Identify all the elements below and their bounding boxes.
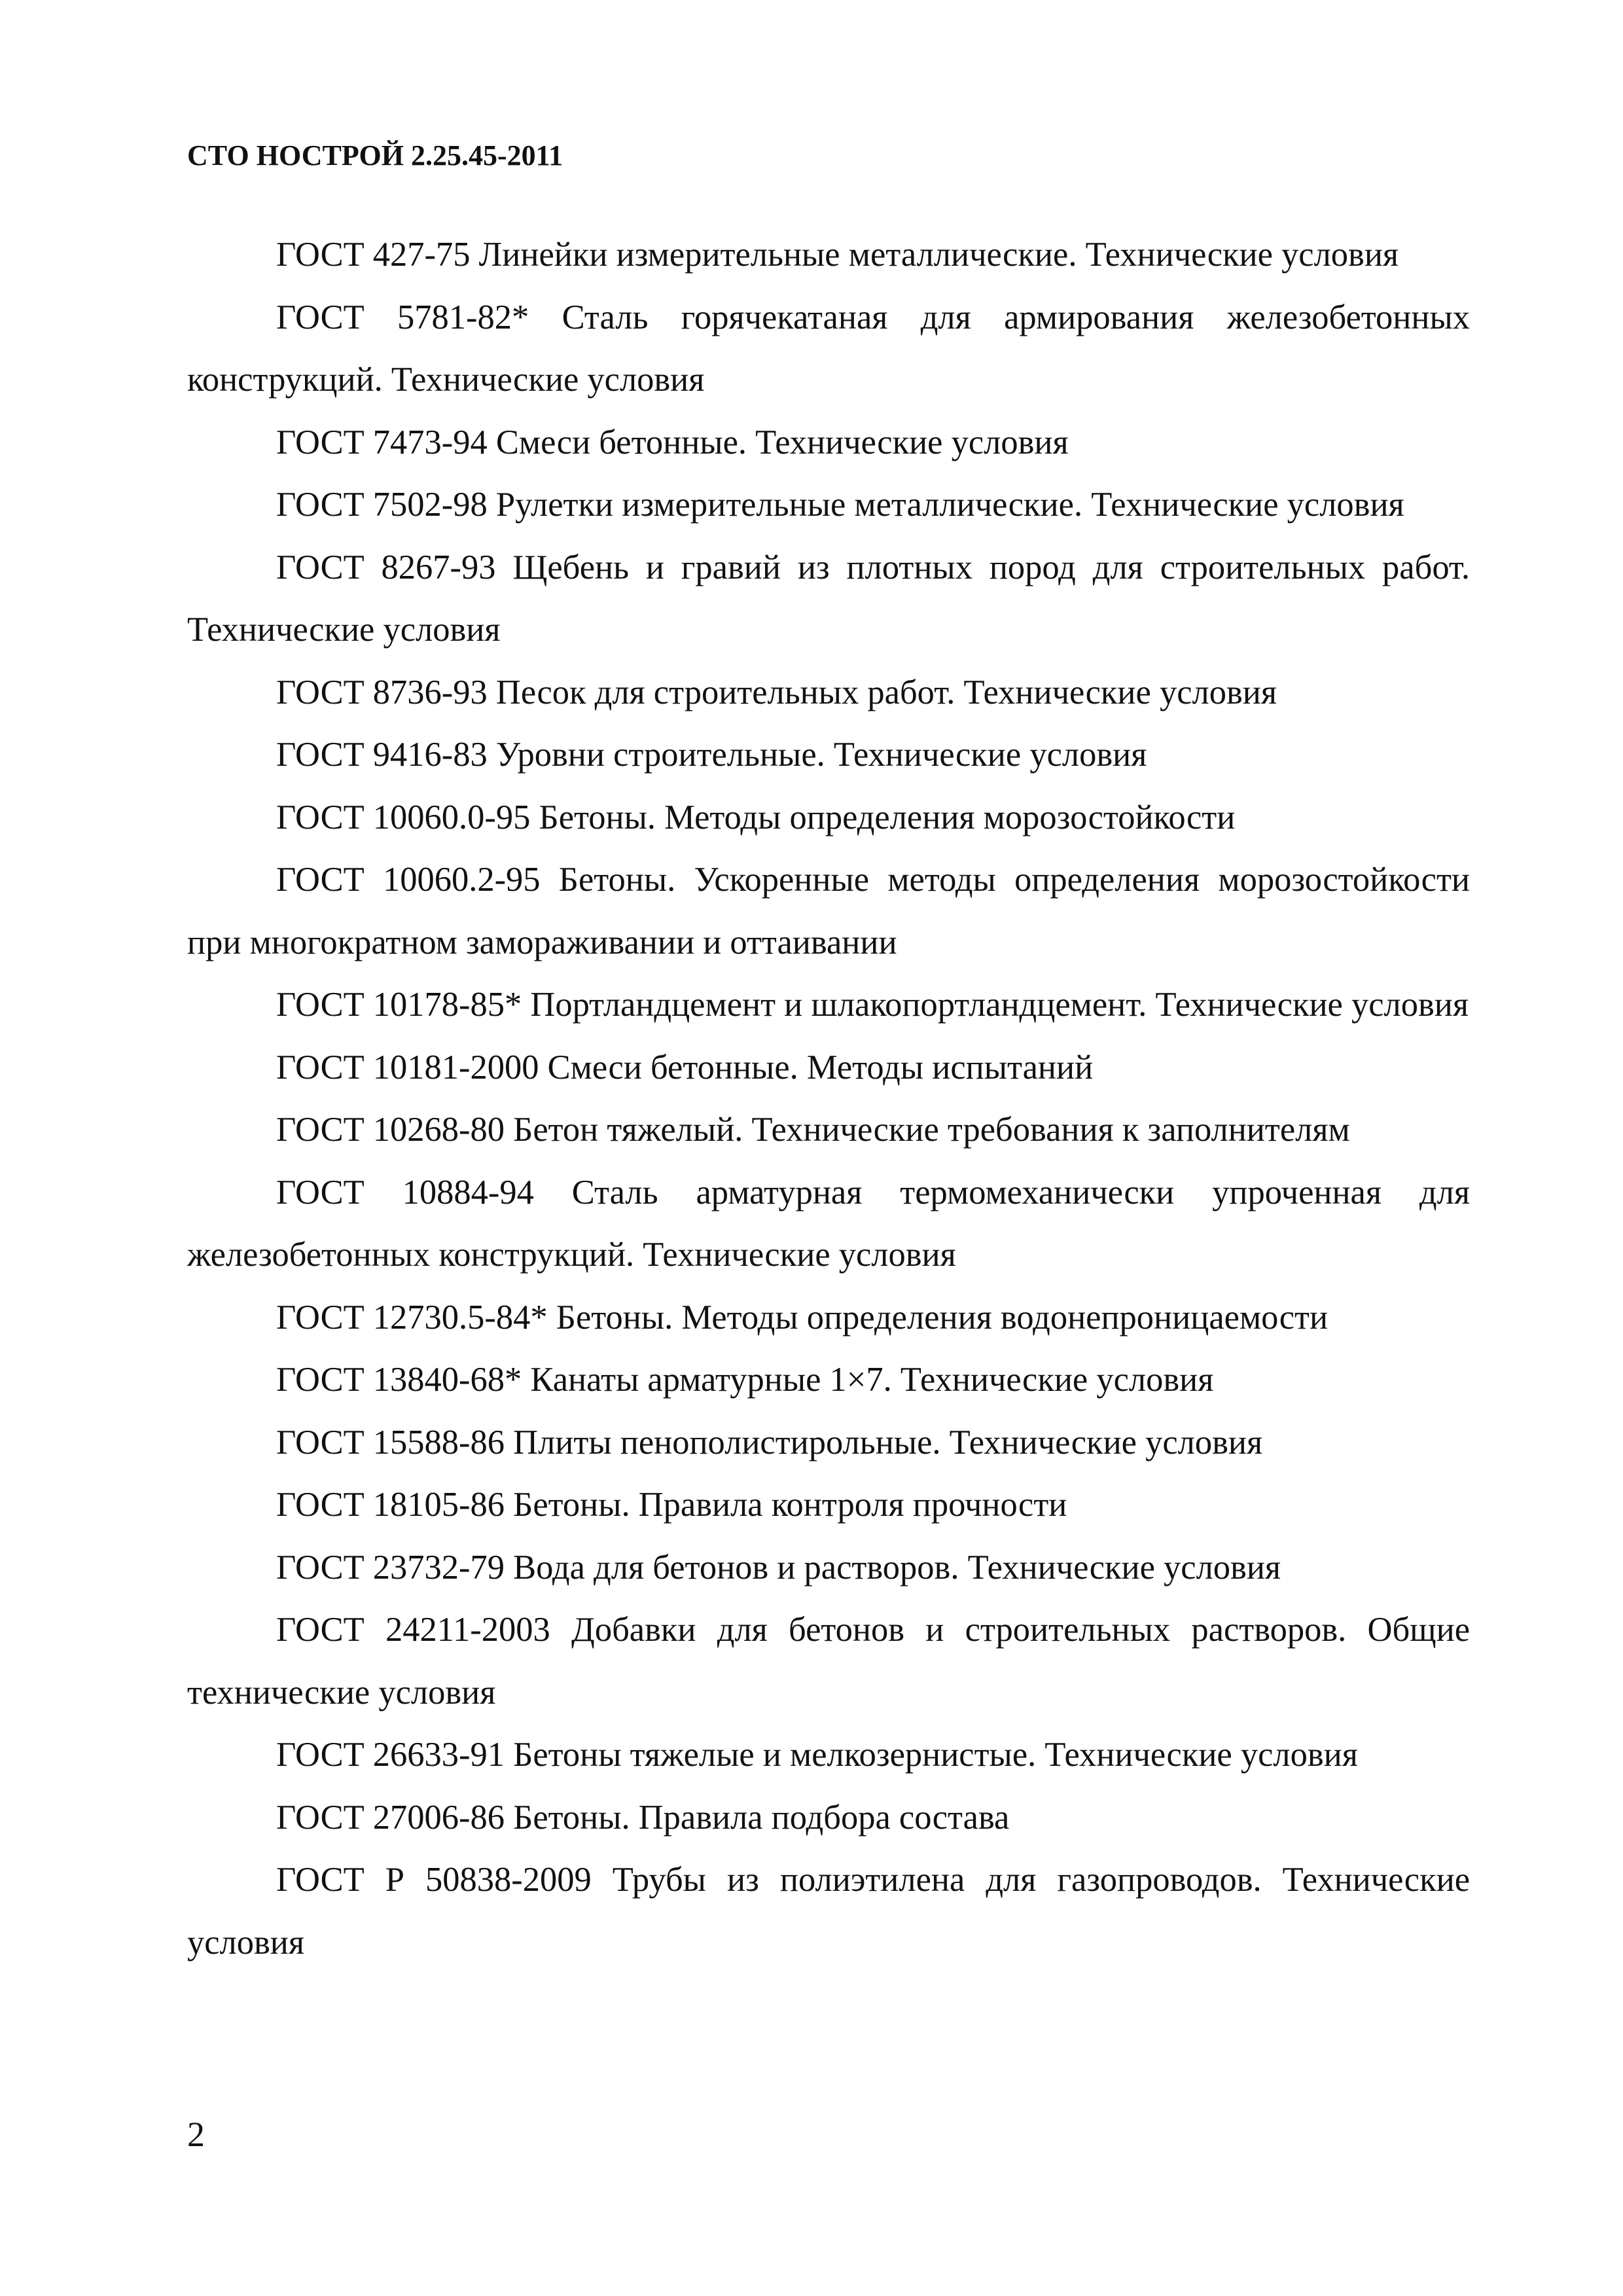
reference-item: ГОСТ 10268-80 Бетон тяжелый. Технические требования к заполнителям — [276, 1111, 1350, 1149]
reference-item: ГОСТ 5781-82* Сталь горячекатаная для армирования железобетонных конструкций. Технические условия — [187, 298, 1470, 399]
reference-item: ГОСТ 7502-98 Рулетки измерительные металлические. Технические условия — [276, 486, 1404, 524]
reference-item: ГОСТ 13840-68* Канаты арматурные 1×7. Технические условия — [276, 1361, 1214, 1399]
reference-item: ГОСТ 10060.0-95 Бетоны. Методы определения морозостойкости — [276, 798, 1236, 836]
reference-item: ГОСТ 10181-2000 Смеси бетонные. Методы испытаний — [276, 1048, 1094, 1086]
reference-item: ГОСТ 10178-85* Портландцемент и шлакопортландцемент. Технические условия — [276, 986, 1469, 1024]
reference-item: ГОСТ Р 50838-2009 Трубы из полиэтилена для газопроводов. Технические условия — [187, 1861, 1470, 1962]
reference-item: ГОСТ 12730.5-84* Бетоны. Методы определения водонепроницаемости — [276, 1298, 1329, 1336]
document-header: СТО НОСТРОЙ 2.25.45-2011 — [187, 139, 563, 171]
reference-item: ГОСТ 15588-86 Плиты пенополистирольные. Технические условия — [276, 1423, 1263, 1462]
reference-item: ГОСТ 9416-83 Уровни строительные. Технические условия — [276, 736, 1147, 774]
reference-item: ГОСТ 23732-79 Вода для бетонов и растворов. Технические условия — [276, 1548, 1281, 1587]
reference-item: ГОСТ 427-75 Линейки измерительные металлические. Технические условия — [276, 236, 1399, 274]
page-number: 2 — [187, 2115, 205, 2154]
reference-item: ГОСТ 8267-93 Щебень и гравий из плотных пород для строительных работ. Технические условия — [187, 548, 1470, 649]
reference-item: ГОСТ 27006-86 Бетоны. Правила подбора состава — [276, 1798, 1010, 1837]
reference-item: ГОСТ 10884-94 Сталь арматурная термомеханически упроченная для железобетонных конструкций. Технические условия — [187, 1173, 1470, 1274]
reference-item: ГОСТ 26633-91 Бетоны тяжелые и мелкозернистые. Технические условия — [276, 1736, 1358, 1774]
normative-references-list — [187, 224, 1470, 1974]
reference-item: ГОСТ 24211-2003 Добавки для бетонов и строительных растворов. Общие технические условия — [187, 1611, 1470, 1712]
reference-item: ГОСТ 18105-86 Бетоны. Правила контроля прочности — [276, 1486, 1067, 1524]
reference-item: ГОСТ 7473-94 Смеси бетонные. Технические условия — [276, 423, 1069, 461]
reference-item: ГОСТ 8736-93 Песок для строительных работ. Технические условия — [276, 673, 1277, 711]
reference-item: ГОСТ 10060.2-95 Бетоны. Ускоренные методы определения морозостойкости при многократном замораживании и оттаивании — [187, 861, 1470, 961]
